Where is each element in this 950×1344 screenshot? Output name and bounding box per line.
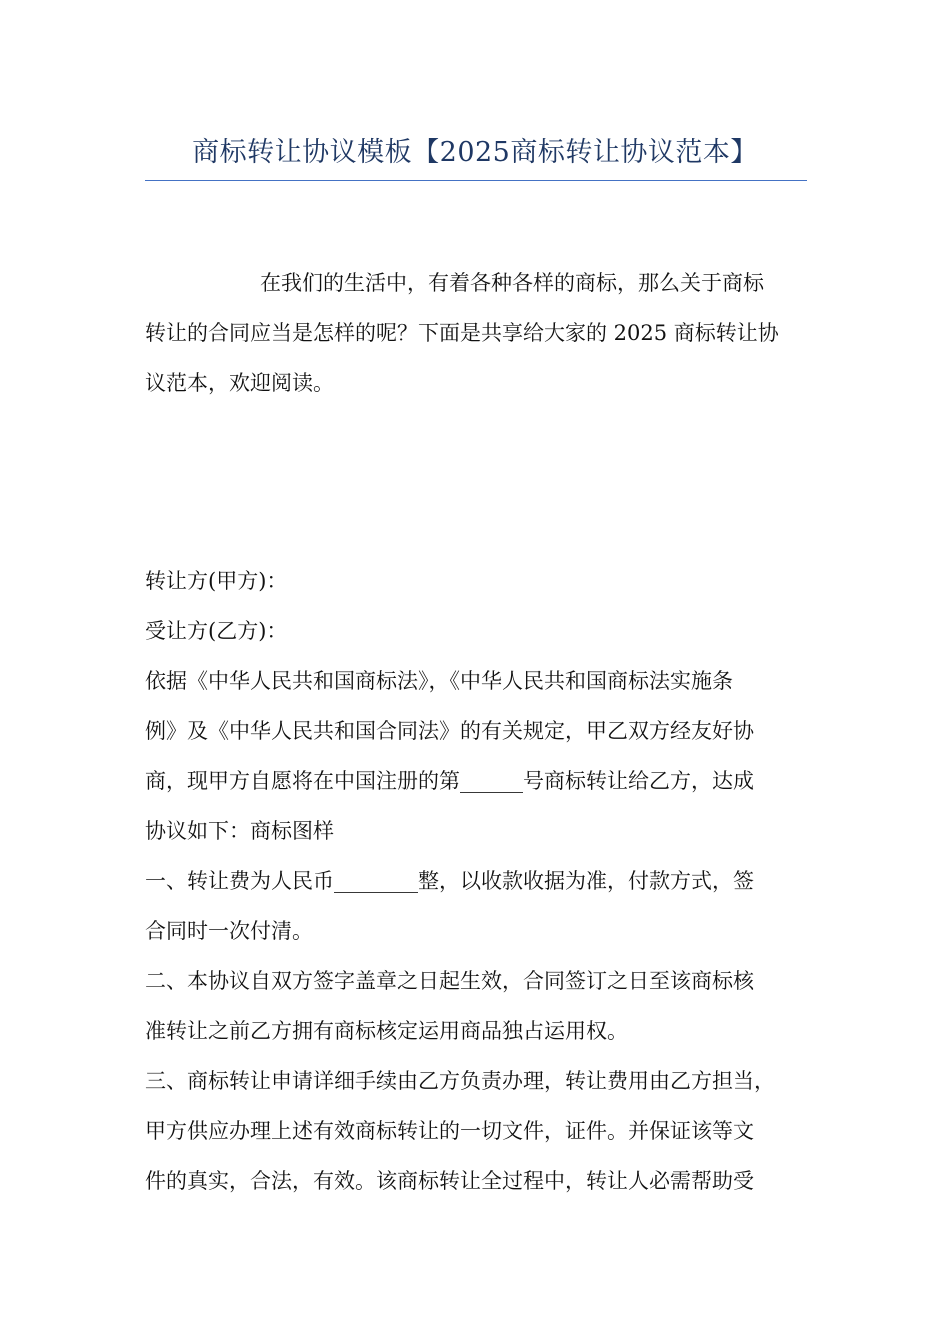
transferee-line: 受让方(乙方)： <box>145 619 288 643</box>
document-title: 商标转让协议模板【2025商标转让协议范本】 <box>192 137 758 168</box>
clause-2-line: 二、本协议自双方签字盖章之日起生效，合同签订之日至该商标核 <box>145 969 754 993</box>
agreement-body <box>145 556 813 1206</box>
intro-line: 转让的合同应当是怎样的呢？下面是共享给大家的 2025 商标转让协 <box>145 321 779 345</box>
transferor-line: 转让方(甲方)： <box>145 569 288 593</box>
clause-3-line: 件的真实，合法，有效。该商标转让全过程中，转让人必需帮助受 <box>145 1169 754 1193</box>
intro-line: 在我们的生活中，有着各种各样的商标，那么关于商标 <box>260 271 764 295</box>
intro-paragraph <box>145 258 813 408</box>
body-line: 商，现甲方自愿将在中国注册的第______号商标转让给乙方，达成 <box>145 769 754 793</box>
body-line: 协议如下：商标图样 <box>145 819 334 843</box>
clause-1-line: 合同时一次付清。 <box>145 919 313 943</box>
clause-3-line: 甲方供应办理上述有效商标转让的一切文件，证件。并保证该等文 <box>145 1119 754 1143</box>
clause-3-line: 三、商标转让申请详细手续由乙方负责办理，转让费用由乙方担当， <box>145 1069 775 1093</box>
clause-1-line: 一、转让费为人民币________整，以收款收据为准，付款方式，签 <box>145 869 754 893</box>
body-line: 依据《中华人民共和国商标法》，《中华人民共和国商标法实施条 <box>145 669 733 693</box>
title-underline <box>145 180 807 181</box>
intro-line: 议范本，欢迎阅读。 <box>145 371 334 395</box>
clause-2-line: 准转让之前乙方拥有商标核定运用商品独占运用权。 <box>145 1019 628 1043</box>
body-line: 例》及《中华人民共和国合同法》的有关规定，甲乙双方经友好协 <box>145 719 754 743</box>
